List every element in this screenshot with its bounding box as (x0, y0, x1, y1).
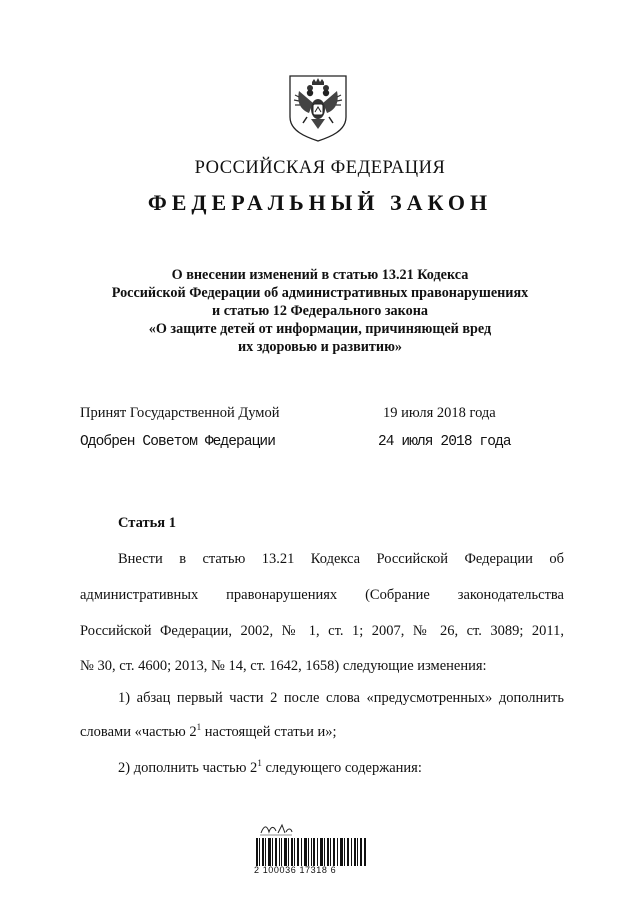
item-1-text-part: словами «частью 2 (80, 724, 197, 740)
barcode-icon (256, 838, 366, 866)
adopted-by-duma-label: Принят Государственной Думой (80, 405, 280, 421)
item-2-text-part: следующего содержания: (261, 760, 422, 776)
approved-date: 24 июля 2018 года (378, 434, 511, 450)
item-1-continuation (80, 724, 564, 741)
item-1-text-part: настоящей статьи и»; (201, 724, 337, 740)
stamp-mark-icon (258, 822, 294, 836)
superscript: 1 (257, 758, 262, 768)
item-1-text: 1) абзац первый части 2 после слова «предусмотренных» дополнить (118, 690, 564, 706)
approved-by-council-label: Одобрен Советом Федерации (80, 434, 276, 450)
title-line: и статью 12 Федерального закона (212, 303, 428, 319)
coat-of-arms-icon (285, 73, 351, 143)
law-title (60, 266, 580, 356)
item-2-text (118, 760, 602, 777)
title-line: «О защите детей от информации, причиняющей вред (148, 321, 492, 337)
item-2-text-part: 2) дополнить частью 2 (118, 760, 258, 776)
adopted-date: 19 июля 2018 года (383, 405, 496, 421)
article-heading: Статья 1 (118, 515, 176, 531)
title-line: Российской Федерации об административных правонарушениях (111, 285, 529, 301)
title-line: О внесении изменений в статью 13.21 Кодекса (171, 267, 469, 283)
article-text-line: № 30, ст. 4600; 2013, № 14, ст. 1642, 1658) следующие изменения: (80, 658, 487, 674)
barcode-number: 2 100036 17318 6 (254, 865, 337, 875)
article-text-line: Внести в статью 13.21 Кодекса Российской Федерации об (118, 551, 564, 567)
country-heading: РОССИЙСКАЯ ФЕДЕРАЦИЯ (194, 158, 446, 178)
article-text-line: административных правонарушениях (Собрание законодательства (80, 587, 564, 603)
article-text-line: Российской Федерации, 2002, № 1, ст. 1; 2007, № 26, ст. 3089; 2011, (80, 623, 564, 639)
title-line: их здоровью и развитию» (237, 339, 403, 355)
superscript: 1 (196, 722, 202, 732)
document-type-heading: ФЕДЕРАЛЬНЫЙ ЗАКОН (147, 190, 493, 215)
